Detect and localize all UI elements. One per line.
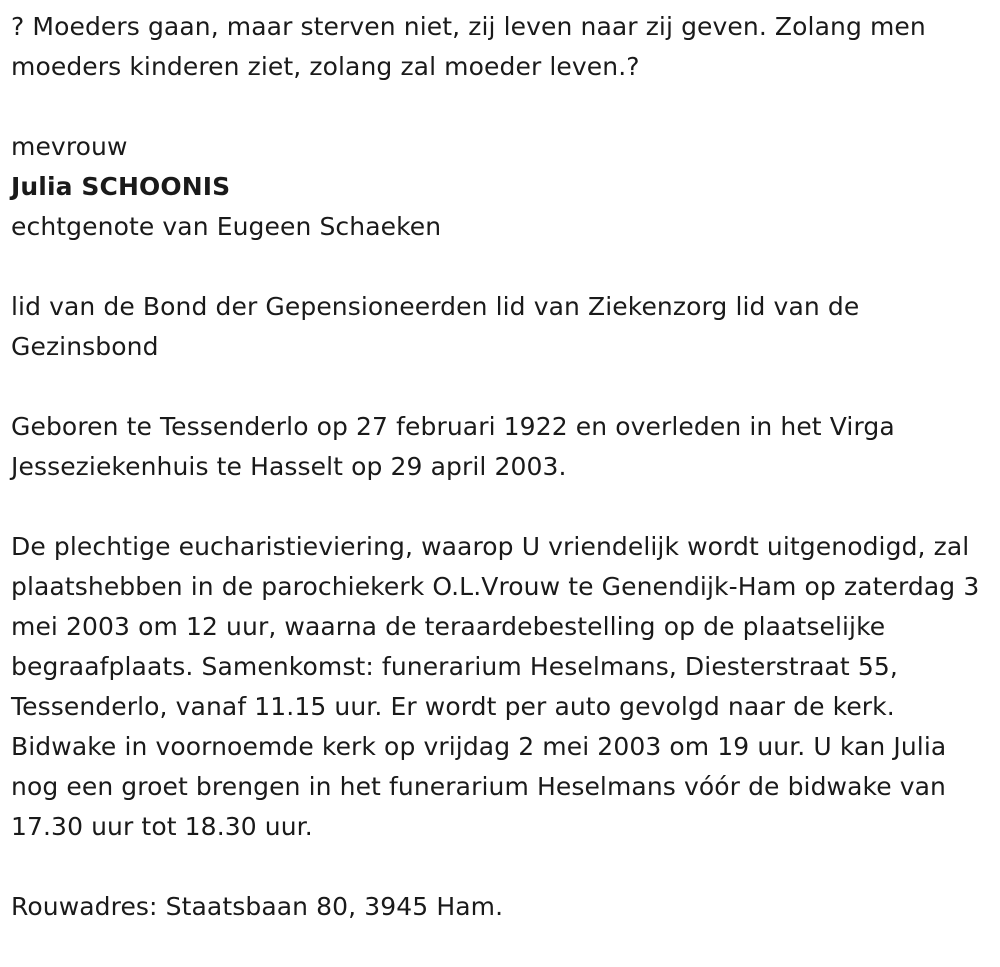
obituary-document xyxy=(11,7,986,967)
person-block xyxy=(11,127,986,247)
quote-block xyxy=(11,7,986,87)
quote-text: ? Moeders gaan, maar sterven niet, zij leven naar zij geven. Zolang men moeders kinderen ziet, zolang zal moeder leven.? xyxy=(11,12,926,81)
person-title: mevrouw xyxy=(11,132,128,161)
address-text: Rouwadres: Staatsbaan 80, 3945 Ham. xyxy=(11,892,504,921)
memberships-text: lid van de Bond der Gepensioneerden lid van Ziekenzorg lid van de Gezinsbond xyxy=(11,292,860,361)
memberships-block xyxy=(11,287,986,367)
person-spouse: echtgenote van Eugeen Schaeken xyxy=(11,212,442,241)
birth-death-block xyxy=(11,407,986,487)
address-block xyxy=(11,887,986,927)
birth-death-text: Geboren te Tessenderlo op 27 februari 1922 en overleden in het Virga Jesseziekenhuis te Hasselt op 29 april 2003. xyxy=(11,412,895,481)
person-name: Julia SCHOONIS xyxy=(11,172,231,201)
ceremony-block xyxy=(11,527,986,847)
ceremony-text: De plechtige eucharistieviering, waarop U vriendelijk wordt uitgenodigd, zal plaatshebben in de parochiekerk O.L.Vrouw te Genendijk-Ham op zaterdag 3 mei 2003 om 12 uur, waarna de teraardebestelling op de plaatselijke begraafplaats. Samenkomst: funerarium Heselmans, Diesterstraat 55, Tessenderlo, vanaf 11.15 uur. Er wordt per auto gevolgd naar de kerk. Bidwake in voornoemde kerk op vrijdag 2 mei 2003 om 19 uur. U kan Julia nog een groet brengen in het funerarium Heselmans vóór de bidwake van 17.30 uur tot 18.30 uur. xyxy=(11,532,980,841)
